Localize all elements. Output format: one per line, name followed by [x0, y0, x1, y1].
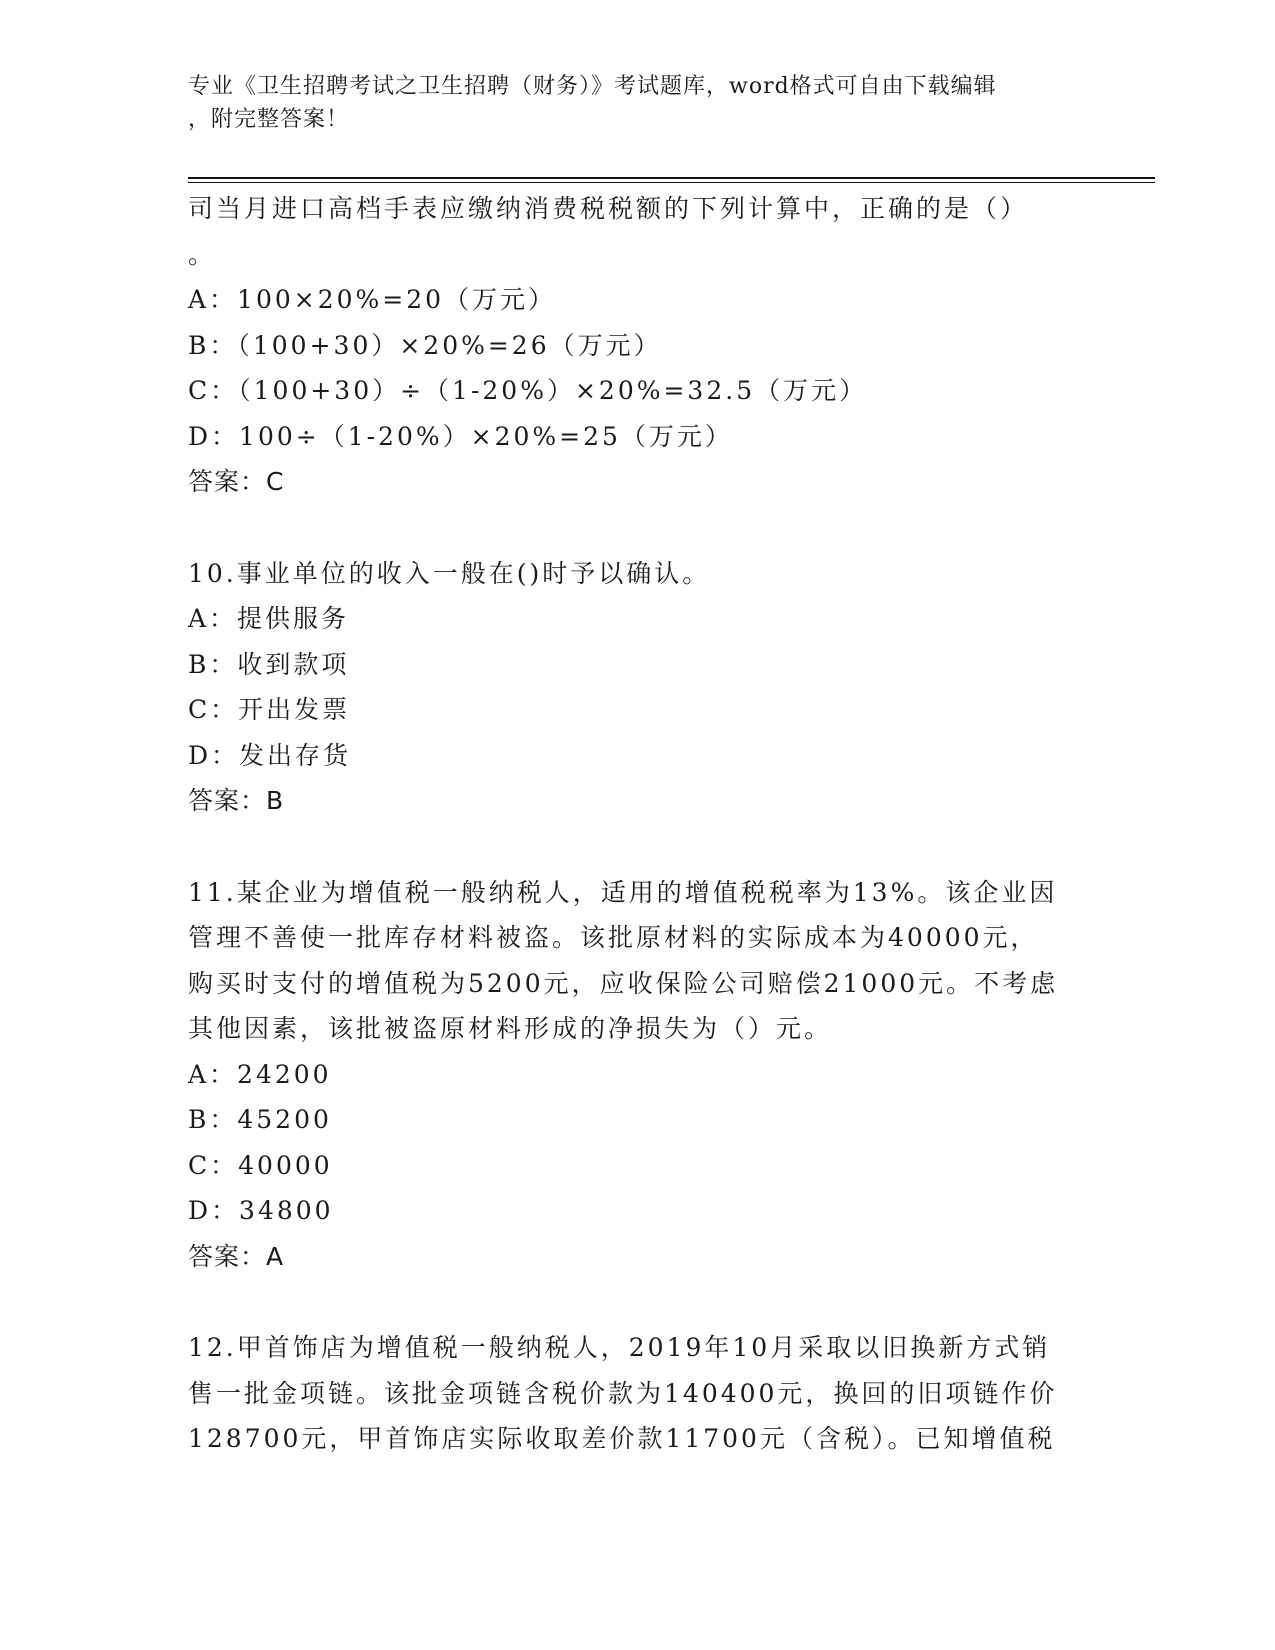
question-stem-line: 购买时支付的增值税为5200元，应收保险公司赔偿21000元。不考虑	[188, 968, 1059, 998]
question-stem-line: 12.甲首饰店为增值税一般纳税人，2019年10月采取以旧换新方式销	[188, 1333, 1051, 1362]
question-11	[188, 870, 1088, 1280]
question-stem-line: 售一批金项链。该批金项链含税价款为140400元，换回的旧项链作价	[188, 1378, 1058, 1408]
question-9	[188, 186, 1088, 505]
question-12	[188, 1325, 1088, 1462]
question-stem-line: 11.某企业为增值税一般纳税人，适用的增值税税率为13%。该企业因	[188, 877, 1058, 907]
option-c: C：（100+30）÷（1-20%）×20%=32.5（万元）	[188, 376, 868, 405]
option-a: A：100×20%=20（万元）	[188, 285, 557, 314]
header-rule-thin	[188, 182, 1155, 183]
spacer	[188, 824, 1088, 870]
header-line-2: ，附完整答案！	[188, 107, 350, 132]
option-a: A：提供服务	[188, 604, 350, 633]
question-stem-line: 10.事业单位的收入一般在()时予以确认。	[188, 558, 711, 588]
option-c: C：开出发票	[188, 695, 351, 724]
question-stem-line: 其他因素，该批被盗原材料形成的净损失为（）元。	[188, 1014, 833, 1043]
spacer	[188, 505, 1088, 551]
answer-line: 答案：C	[188, 467, 285, 496]
option-c: C：40000	[188, 1150, 333, 1180]
question-stem-line: 。	[188, 239, 217, 269]
question-stem-line: 管理不善使一批库存材料被盗。该批原材料的实际成本为40000元，	[188, 923, 1039, 952]
option-d: D：发出存货	[188, 740, 352, 770]
question-10	[188, 551, 1088, 824]
option-d: D：34800	[188, 1196, 334, 1225]
option-b: B：（100+30）×20%=26（万元）	[188, 330, 662, 360]
answer-line: 答案：B	[188, 786, 285, 815]
spacer	[188, 1279, 1088, 1325]
option-a: A：24200	[188, 1059, 332, 1089]
question-stem-line: 司当月进口高档手表应缴纳消费税税额的下列计算中，正确的是（）	[188, 194, 1029, 223]
question-stem-line: 128700元，甲首饰店实际收取差价款11700元（含税）。已知增值税	[188, 1424, 1056, 1453]
option-d: D：100÷（1-20%）×20%=25（万元）	[188, 421, 733, 451]
header-line-1: 专业《卫生招聘考试之卫生招聘（财务）》考试题库，word格式可自由下载编辑	[188, 74, 997, 99]
question-list	[188, 186, 1088, 1462]
answer-line: 答案：A	[188, 1241, 285, 1271]
header-rule-thick	[188, 177, 1155, 179]
option-b: B：收到款项	[188, 649, 350, 679]
document-header	[188, 70, 1088, 136]
option-b: B：45200	[188, 1105, 332, 1134]
